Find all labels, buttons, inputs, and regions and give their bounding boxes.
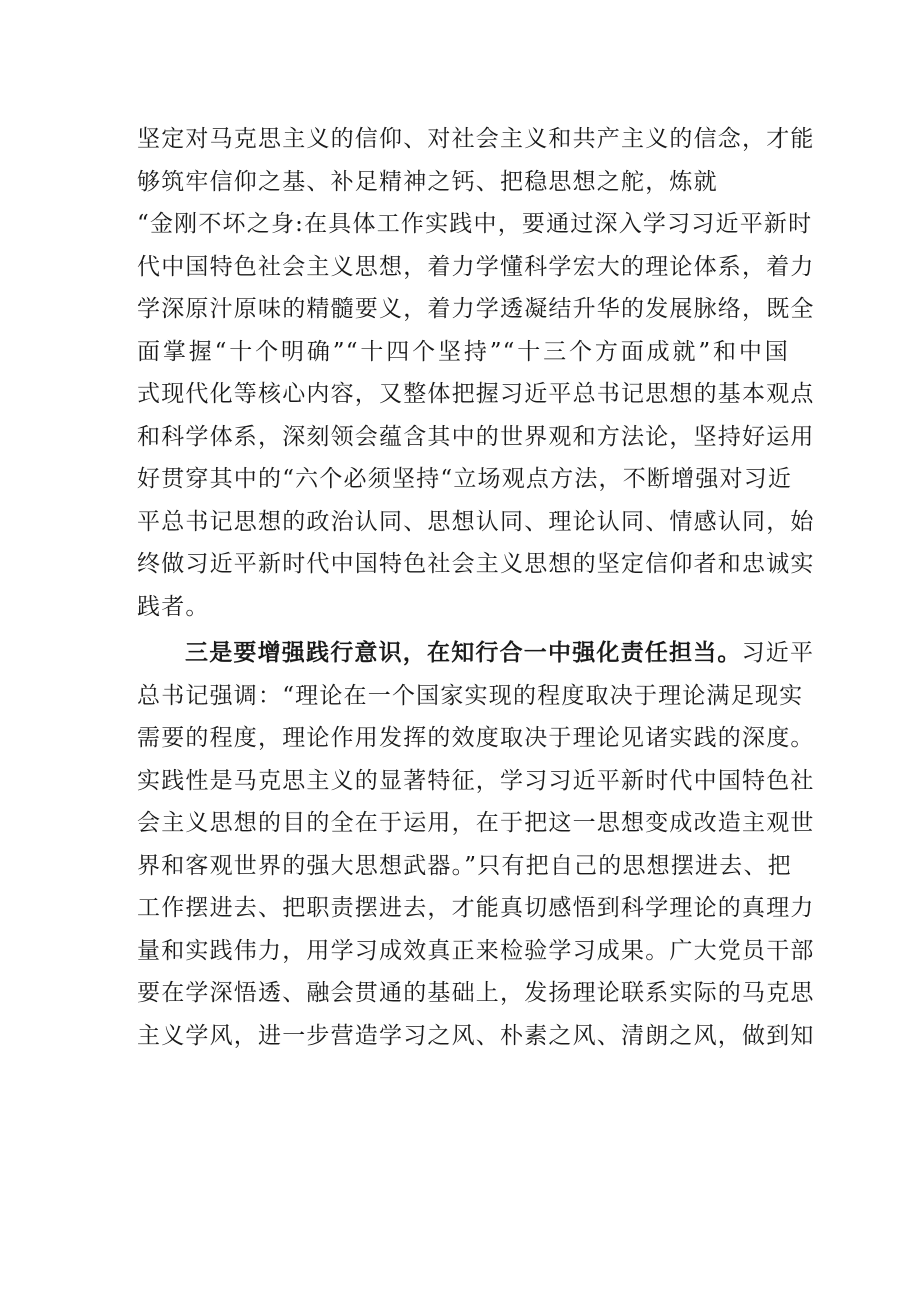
text-line: 量和实践伟力，用学习成效真正来检验学习成果。广大党员干部 <box>137 937 815 964</box>
text-line: 主义学风，进一步营造学习之风、朴素之风、清朗之风，做到知 <box>137 1022 815 1049</box>
text-line: 面掌握“十个明确”“十四个坚持”“十三个方面成就”和中国 <box>137 338 789 365</box>
text-line-first <box>137 632 815 675</box>
text-line: 工作摆进去、把职责摆进去，才能真切感悟到科学理论的真理力 <box>137 895 815 921</box>
text-line: “金刚不坏之身:在具体工作实践中，要通过深入学习习近平新时 <box>137 211 813 237</box>
text-line: 界和客观世界的强大思想武器。”只有把自己的思想摆进去、把 <box>137 852 792 879</box>
text-line: 平总书记思想的政治认同、思想认同、理论认同、情感认同，始 <box>137 508 815 535</box>
text-line: 践者。 <box>137 593 210 620</box>
text-line: 会主义思想的目的全在于运用，在于把这一思想变成改造主观世 <box>137 810 815 836</box>
text-line: 好贯穿其中的“六个必须坚持“立场观点方法，不断增强对习近 <box>137 466 793 492</box>
text-line: 和科学体系，深刻领会蕴含其中的世界观和方法论，坚持好运用 <box>137 423 815 450</box>
text-line: 实践性是马克思主义的显著特征，学习习近平新时代中国特色社 <box>137 767 815 794</box>
text-line: 够筑牢信仰之基、补足精神之钙、把稳思想之舵，炼就 <box>137 168 718 195</box>
paragraph-1 <box>137 118 815 628</box>
text-line: 式现代化等核心内容，又整体把握习近平总书记思想的基本观点 <box>137 381 815 407</box>
text-line: 学深原汁原味的精髓要义，着力学透凝结升华的发展脉络，既全 <box>137 296 815 322</box>
text-line: 坚定对马克思主义的信仰、对社会主义和共产主义的信念，才能 <box>137 126 815 152</box>
paragraph-2 <box>137 632 815 1057</box>
text-line: 代中国特色社会主义思想，着力学懂科学宏大的理论体系，着力 <box>137 253 815 280</box>
text-line: 需要的程度，理论作用发挥的效度取决于理论见诸实践的深度。 <box>137 725 815 751</box>
heading-continuation: 习近平 <box>741 640 815 666</box>
section-heading: 三是要增强践行意识，在知行合一中强化责任担当。 <box>185 639 742 666</box>
document-body <box>137 118 815 1057</box>
text-line: 要在学深悟透、融会贯通的基础上，发扬理论联系实际的马克思 <box>137 980 815 1006</box>
text-line: 终做习近平新时代中国特色社会主义思想的坚定信仰者和忠诚实 <box>137 551 815 577</box>
text-line: 总书记强调：“理论在一个国家实现的程度取决于理论满足现实 <box>137 682 804 709</box>
